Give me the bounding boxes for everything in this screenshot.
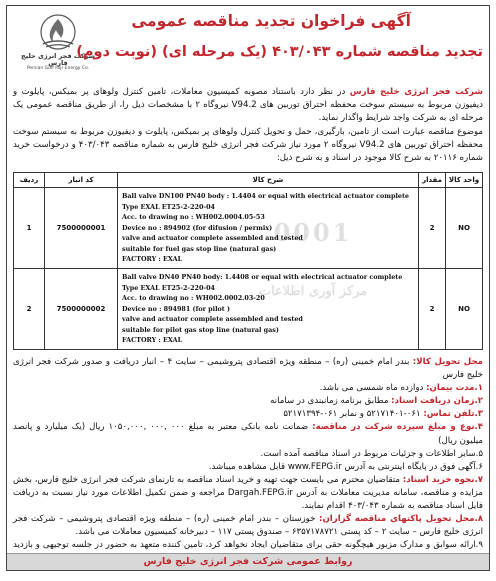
cell-description: Ball valve DN100 PN40 body : 1.4404 or equal with electrical actuator complete Type EXAL ET25-2-220-04 Acc. to drawing no : WH002.0004.05-53 Device no : 894902 (for difusion / permix) valve and actuator complete assembled and tested suitable for fuel gas stop line (natural gas) FACTORY : EXAL 0001 — [118, 188, 419, 269]
col-unit: واحد کالا — [446, 173, 483, 188]
intro-text — [13, 86, 483, 165]
tender-notice — [6, 5, 490, 571]
detail-item: ۴.نوع و مبلغ سپرده شرکت در مناقصه: ضمانت نامه بانکی معتبر به مبلغ ۰۰۰ ,۰۰۰ ,۱۰۵۰,۰۰۰ ریال (یک میلیارد و پانصد میلیون ریال) — [13, 422, 483, 446]
flame-emblem-icon — [34, 12, 82, 52]
detail-item: ۸.محل تحویل پاکتهای مناقصه گزاران: خوزستان – بندر امام خمینی (ره) – منطقه ویژه اقتصادی پتروشیمی – شرکت فجر انرژی خلیج فارس – سایت ۲ – کد پستی ۶۳۵۷۱۷۸۷۲۱ – صندوق پستی ۱۱۷ – دبیرخانه کمیسیون معاملات می باشد. — [13, 514, 483, 538]
cell-description: Ball valve DN40 PN40 body: 1.4408 or equal with electrical actuator complete Type EXAL ET25-2-220-04 Acc. to drawing no : WH002.0002.03-20 Device no : 894981 (for pilot ) valve and actuator complete assembled and tested suitable for pilot gas stop line (natural gas) FACTORY : EXAL مرکز آوری اطلاعات — [118, 269, 419, 350]
watermark-text: مرکز آوری اطلاعات — [258, 284, 368, 299]
detail-item: ۵.سایر اطلاعات و جزئیات مربوط در اسناد مناقصه آمده است. — [260, 448, 483, 459]
company-name: شرکت فجر انرژی خلیج فارس — [349, 87, 483, 97]
table-header-row — [14, 173, 483, 188]
cell-row: 1 — [14, 188, 45, 269]
notice-title: آگهی فراخوان تجدید مناقصه عمومی — [131, 12, 411, 30]
col-warehouse-code: کد انبار — [45, 173, 118, 188]
detail-item: ۷.نحوه خرید اسناد: متقاضیان محترم می بایست جهت تهیه و خرید اسناد مناقصه به تارنمای شرکت فجر انرژی خلیج فارس، بخش مزایده و مناقصه، سامانه مدیریت معاملات به آدرس Dargah.FEPG.ir مراجعه و ضمن تکمیل اطلاعات مورد نیاز نسبت به دریافت فایل اسناد مناقصه به شماره ۴۰۳/۰۴۳ اقدام نمایند. — [13, 474, 484, 512]
table-row — [14, 188, 483, 269]
cell-unit: NO — [446, 269, 483, 350]
cell-unit: NO — [446, 188, 483, 269]
detail-item: ۶.آگهی فوق در پایگاه اینترنتی به آدرس www.FEPG.ir قابل مشاهده میباشد. — [208, 461, 483, 472]
items-table — [13, 172, 483, 350]
detail-item: ۳.تلفن تماس: ۰۶۱-۵۲۱۷۱۴۰۱ و نمابر ۰۶۱-۵۲۱۷۱۳۹۴ — [283, 409, 483, 420]
detail-item: محل تحویل کالا: بندر امام خمینی (ره) – منطقه ویژه اقتصادی پتروشیمی – سایت ۴ – انبار دریافت و صدور شرکت فجر انرژی خلیج فارس — [13, 357, 483, 381]
tender-number-title: تجدید مناقصه شماره ۴۰۳/۰۴۳ (یک مرحله ای) (نوبت دوم) — [76, 44, 483, 60]
cell-qty: 2 — [419, 188, 446, 269]
logo-name-fa: شرکت فجر انرژی خلیج فارس — [21, 52, 95, 67]
table-row — [14, 269, 483, 350]
cell-warehouse-code: 7500000002 — [45, 269, 118, 350]
cell-row: 2 — [14, 269, 45, 350]
detail-item: ۱.مدت بیمان: دوازده ماه شمسی می باشد. — [319, 383, 483, 394]
cell-warehouse-code: 7500000001 — [45, 188, 118, 269]
watermark-number: 0001 — [273, 218, 353, 247]
detail-item: ۲.زمان دریافت اسناد: مطابق برنامه زمانبندی در سامانه — [270, 396, 483, 407]
tender-details — [13, 356, 483, 566]
logo-name-en: Persian Gulf Fajr Energy Co. — [26, 66, 90, 71]
public-relations-footer: روابط عمومی شرکت فجر انرژی خلیج فارس — [7, 553, 489, 570]
detail-item: ۹.ارائه سوابق و مدارک مزبور هیچگونه حقی برای متقاضیان ایجاد نخواهد کرد، تامین کننده متعهد به حضور در جلسه توجیهی و بازدید — [13, 540, 483, 551]
cell-qty: 2 — [419, 269, 446, 350]
col-description: شرح کالا — [118, 173, 419, 188]
intro-paragraph-2: موضوع مناقصه عبارت است از تامین، بارگیری، حمل و تحویل کنترل ولوهای پر بمیکس، پایلوت و دیفیوزن مربوط به سیستم سوخت محفظه احتراق توربین های V94.2 نیروگاه ۲ مورد نیاز شرکت فجر انرژی خلیج فارس به شماره مناقصه ۴۰۳/۰۴۳ و درخواست خرید شماره ۲۰۱۱۶ به شرح کالا موجود در اسناد و به شرح ذیل: — [13, 126, 483, 164]
intro-paragraph-1: شرکت فجر انرژی خلیج فارس در نظر دارد باستناد مصوبه کمیسیون معاملات، تامین کنترل ولوهای پر بمیکس، پایلوت و دیفیوزن مربوط به سیستم سوخت محفظه احتراق توربین های V94.2 نیروگاه ۲ با مشخصات ذیل را، از طریق مناقصه عمومی یک مرحله ای به شرکت واجد شرایط واگذار نماید. — [13, 87, 483, 124]
col-row: ردیف — [14, 173, 45, 188]
header — [7, 6, 489, 84]
col-qty: مقدار — [419, 173, 446, 188]
